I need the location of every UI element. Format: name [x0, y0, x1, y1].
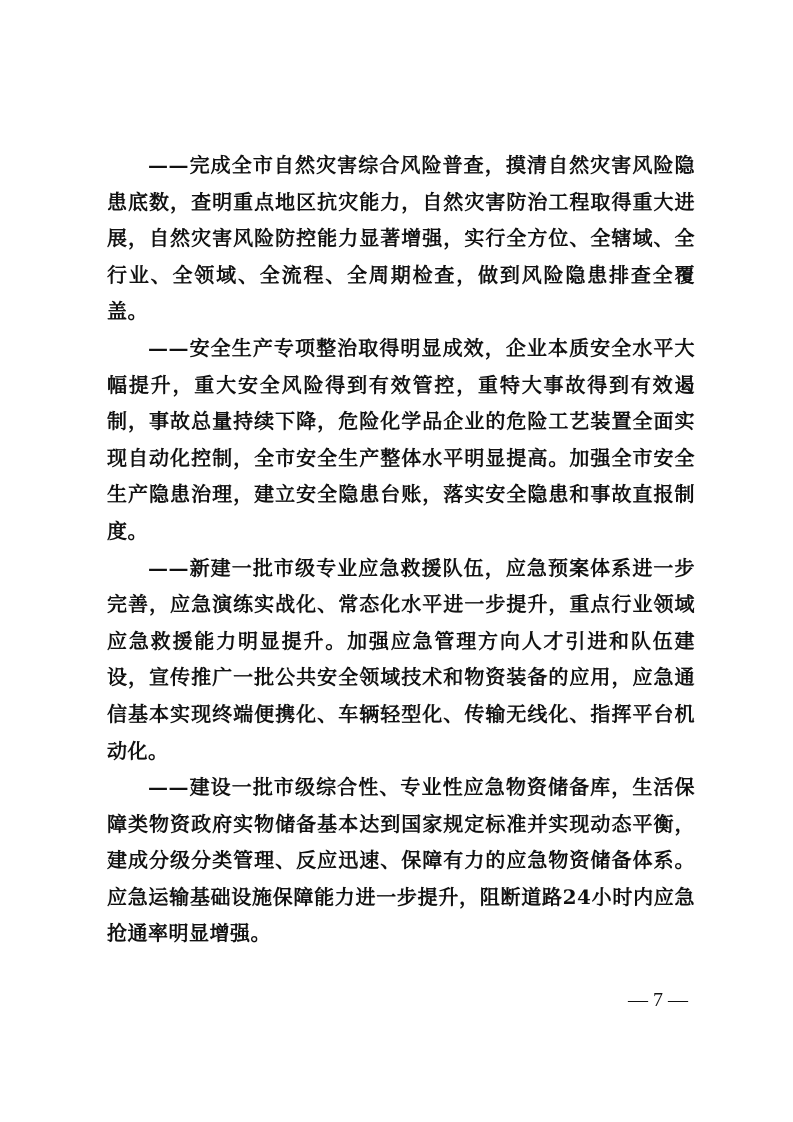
paragraph-disaster-risk-survey: ——完成全市自然灾害综合风险普查，摸清自然灾害风险隐患底数，查明重点地区抗灾能力，自然灾害防治工程取得重大进展，自然灾害风险防控能力显著增强，实行全方位、全辖域、全行业、全领域、全流程、全周期检查，做到风险隐患排查全覆盖。	[107, 153, 695, 324]
paragraph-production-safety: ——安全生产专项整治取得明显成效，企业本质安全水平大幅提升，重大安全风险得到有效管控，重特大事故得到有效遏制，事故总量持续下降，危险化学品企业的危险工艺装置全面实现自动化控制，全市安全生产整体水平明显提高。加强全市安全生产隐患治理，建立安全隐患台账，落实安全隐患和事故直报制度。	[107, 335, 695, 543]
page-number: — 7 —	[628, 989, 688, 1011]
paragraph-emergency-supplies: ——建设一批市级综合性、专业性应急物资储备库，生活保障类物资政府实物储备基本达到国家规定标准并实现动态平衡，建成分级分类管理、反应迅速、保障有力的应急物资储备体系。应急运输基础设施保障能力进一步提升，阻断道路24小时内应急抢通率明显增强。	[107, 775, 695, 946]
paragraph-rescue-teams: ——新建一批市级专业应急救援队伍，应急预案体系进一步完善，应急演练实战化、常态化水平进一步提升，重点行业领域应急救援能力明显提升。加强应急管理方向人才引进和队伍建设，宣传推广一批公共安全领域技术和物资装备的应用，应急通信基本实现终端便携化、车辆轻型化、传输无线化、指挥平台机动化。	[107, 555, 695, 763]
body-text	[107, 147, 695, 952]
